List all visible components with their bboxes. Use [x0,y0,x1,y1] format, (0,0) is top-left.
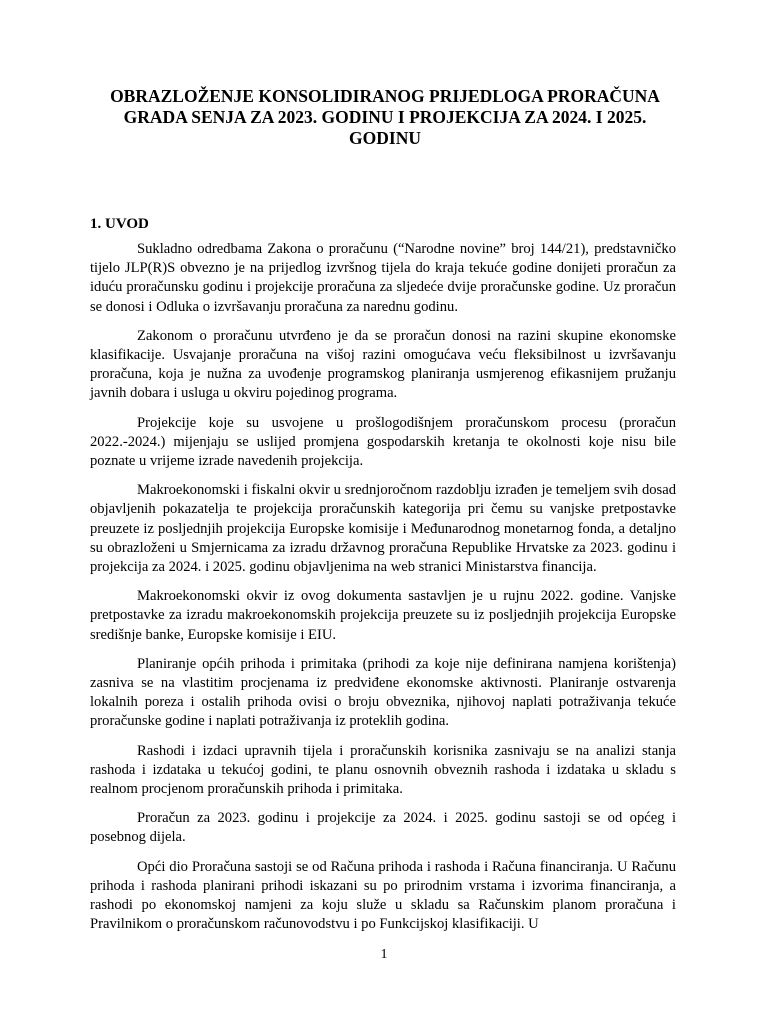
document-title: OBRAZLOŽENJE KONSOLIDIRANOG PRIJEDLOGA PRORAČUNA GRADA SENJA ZA 2023. GODINU I PROJEKCIJA ZA 2024. I 2025. GODINU [110,86,660,148]
paragraph: Makroekonomski okvir iz ovog dokumenta sastavljen je u rujnu 2022. godine. Vanjske pretpostavke za izradu makroekonomskih projekcija preuzete su iz posljednjih projekcija Europske središnje banke, Europske komisije i EIU. [90,588,676,643]
section-heading: 1. UVOD [90,216,149,232]
paragraph: Proračun za 2023. godinu i projekcije za 2024. i 2025. godinu sastoji se od općeg i posebnog dijela. [90,810,676,846]
paragraph: Rashodi i izdaci upravnih tijela i proračunskih korisnika zasnivaju se na analizi stanja rashoda i izdataka u tekućoj godini, te planu osnovnih obveznih rashoda i izdataka u skladu s realnom procjenom proračunskih prihoda i primitaka. [90,742,676,798]
paragraph: Planiranje općih prihoda i primitaka (prihodi za koje nije definirana namjena korištenja) zasniva se na vlastitim procjenama iz predviđene ekonomske aktivnosti. Planiranje ostvarenja lokalnih poreza i ostalih prihoda ovisi o broju obveznika, njihovoj naplati potraživanja tekuće proračunske godine i naplati potraživanja iz proteklih godina. [90,655,676,730]
page-number: 1 [380,947,388,962]
paragraph: Zakonom o proračunu utvrđeno je da se proračun donosi na razini skupine ekonomske klasifikacije. Usvajanje proračuna na višoj razini omogućava veću fleksibilnost u izvršavanju proračuna, koja je nužna za uvođenje programskog planiranja usmjerenog efikasnijem pružanju javnih dobara i usluga u okviru pojedinog programa. [90,327,676,402]
paragraph: Sukladno odredbama Zakona o proračunu (“Narodne novine” broj 144/21), predstavničko tijelo JLP(R)S obvezno je na prijedlog izvršnog tijela do kraja tekuće godine donijeti proračun za iduću proračunsku godinu i projekcije proračuna za sljedeće dvije proračunske godine. Uz proračun se donosi i Odluka o izvršavanju proračuna za narednu godinu. [90,241,676,315]
paragraph: Opći dio Proračuna sastoji se od Računa prihoda i rashoda i Računa financiranja. U Računu prihoda i rashoda planirani prihodi iskazani su po prirodnim vrstama i izvorima financiranja, a rashodi po ekonomskoj namjeni za koju služe u skladu sa Računskim planom proračuna i Pravilnikom o proračunskom računovodstvu i po Funkcijskoj klasifikaciji. U [90,858,676,933]
document-body [90,240,676,945]
paragraph: Projekcije koje su usvojene u prošlogodišnjem proračunskom procesu (proračun 2022.-2024.) mijenjaju se uslijed promjena gospodarskih kretanja te okolnosti koje nisu bile poznate u vrijeme izrade navedenih projekcija. [90,414,676,470]
paragraph: Makroekonomski i fiskalni okvir u srednjoročnom razdoblju izrađen je temeljem svih dosad objavljenih pokazatelja te projekcija proračunskih kategorija pri čemu su vanjske pretpostavke preuzete iz posljednjih projekcija Europske komisije i Međunarodnog monetarnog fonda, a detaljno su obrazloženi u Smjernicama za izradu državnog proračuna Republike Hrvatske za 2023. godinu i projekcija za 2024. i 2025. godinu objavljenima na web stranici Ministarstva financija. [90,482,676,576]
